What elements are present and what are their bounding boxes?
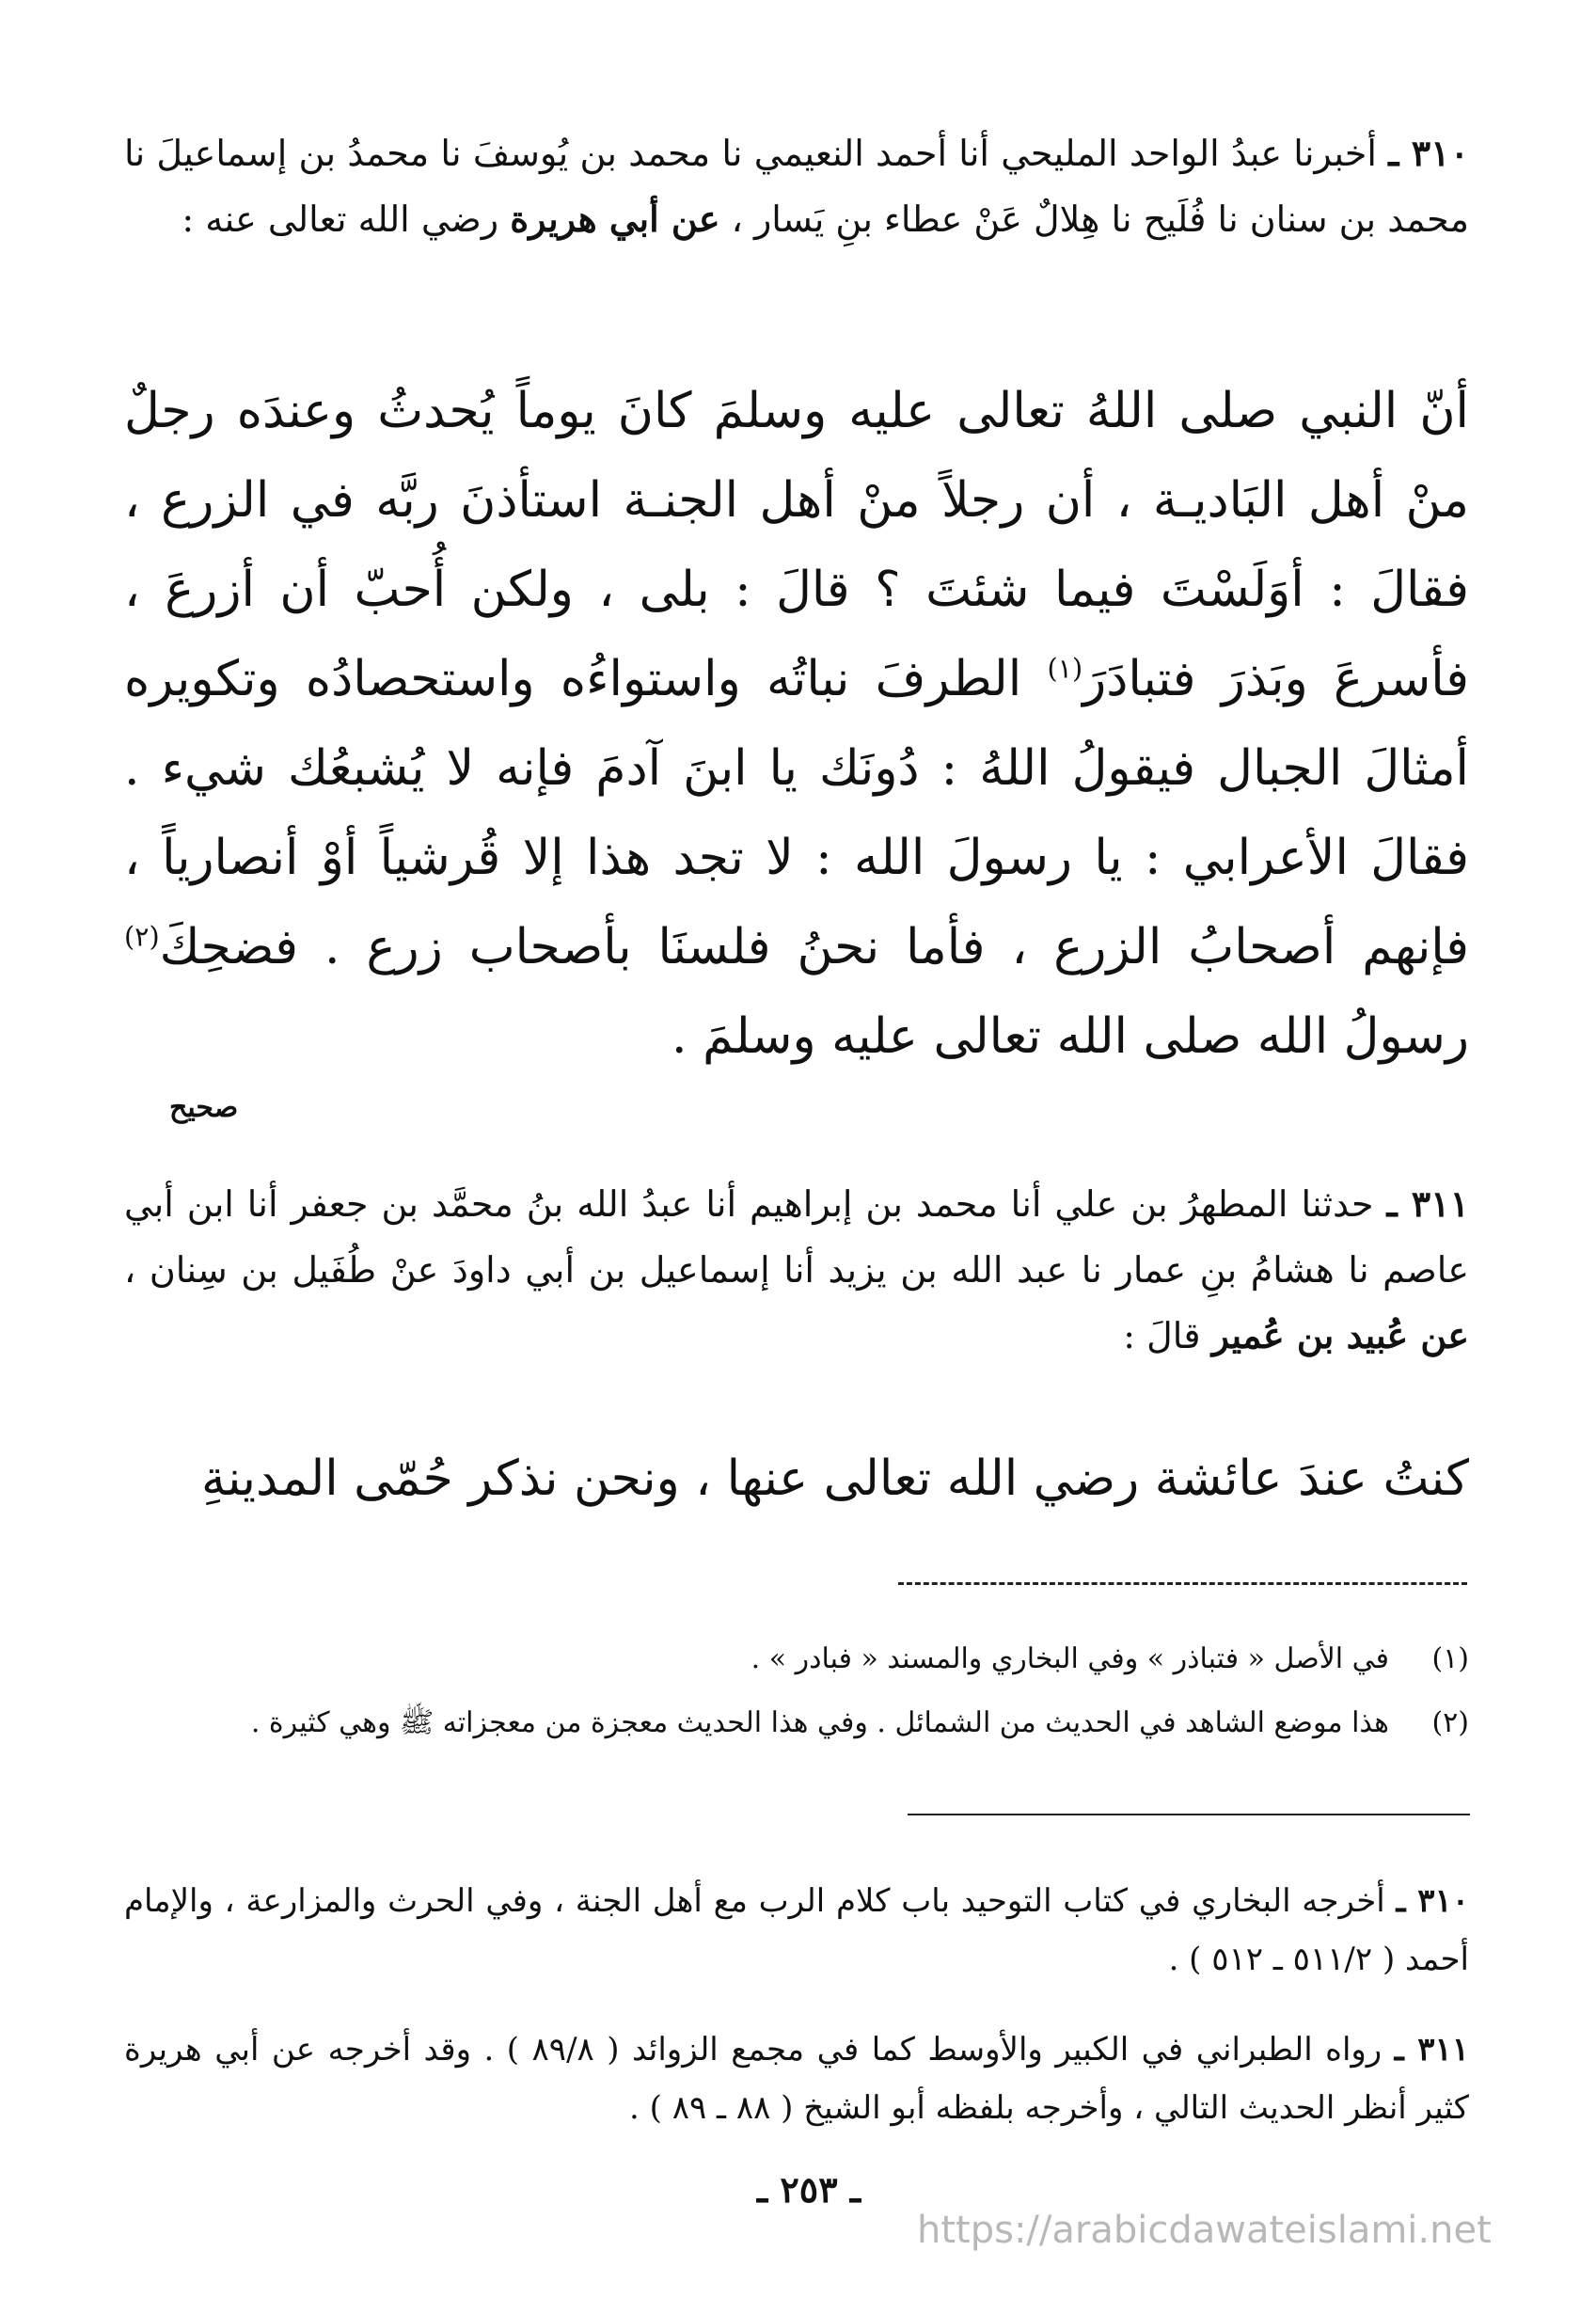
hadith-311-narrator: عن عُبيد بن عُمير (1211, 1314, 1469, 1356)
hadith-310-matn-part1: أنّ النبي صلى اللهُ تعالى عليه وسلمَ كانَ يوماً يُحدثُ وعندَه رجلٌ منْ أهل البَاديـة ، أن رجلاً منْ أهل الجنـة استأذنَ ربَّه في الزرع ، فقالَ : أوَلَسْتَ فيما شئتَ ؟ قالَ : بلى ، ولكن أُحبّ أن أزرعَ ، فأسرعَ وبَذرَ فتبادَرَ (124, 383, 1470, 707)
hadith-310-isnad (124, 120, 1469, 252)
hadith-310-grade: صحيح (169, 1091, 239, 1124)
footnote-1-text: في الأصل « فتباذر » وفي البخاري والمسند « فبادر » . (751, 1642, 1389, 1675)
watermark-url: https://arabicdawateislami.net (917, 2209, 1492, 2252)
takhrij-separator (908, 1814, 1470, 1815)
hadith-311-matn: كنتُ عندَ عائشة رضي الله تعالى عنها ، ونحن نذكر حُمّى المدينةِ (200, 1450, 1469, 1507)
hadith-311-isnad-prefix: حدثنا المطهرُ بن علي أنا محمد بن إبراهيم أنا عبدُ الله بنُ محمَّد بن جعفر أنا ابن أبي عاصم نا هشامُ بنِ عمار نا عبد الله بن يزيد أنا إسماعيل بن أبي داودَ عنْ طُفَيل بن سِنان ، (124, 1183, 1469, 1291)
takhrij-311 (124, 2021, 1469, 2137)
takhrij-310-text: أخرجه البخاري في كتاب التوحيد باب كلام الرب مع أهل الجنة ، وفي الحرث والمزارعة ، والإمام أحمد ( ٥١١/٢ ـ ٥١٢ ) . (124, 1882, 1469, 1978)
footnote-2-mark: (٢) (1431, 1706, 1469, 1739)
footnote-1-mark: (١) (1431, 1642, 1469, 1675)
footnote-1 (124, 1637, 1469, 1682)
hadith-310-number: ٣١٠ ـ (1388, 132, 1469, 174)
hadith-310-matn (124, 367, 1469, 1082)
takhrij-310 (124, 1872, 1469, 1989)
hadith-311-isnad (124, 1171, 1469, 1369)
takhrij-310-number: ٣١٠ ـ (1396, 1882, 1469, 1920)
hadith-311-isnad-suffix: قالَ : (1123, 1315, 1212, 1356)
hadith-311-number: ٣١١ ـ (1386, 1182, 1469, 1225)
hadith-310-narrator: عن أبي هريرة (510, 198, 720, 240)
hadith-310-isnad-prefix: أخبرنا عبدُ الواحد المليحي أنا أحمد النعيمي نا محمد بن يُوسفَ نا محمدُ بن إسماعيلَ نا محمد بن سنان نا فُلَيح نا هِلالٌ عَنْ عطاء بنِ يَسار ، (124, 133, 1469, 240)
hadith-310-matn-part3: رسولُ الله صلى الله تعالى عليه وسلمَ . (672, 1008, 1469, 1065)
footnote-2 (124, 1701, 1469, 1746)
page-number: ـ ٢٥٣ ـ (757, 2168, 861, 2211)
footnote-ref-2: (٢) (124, 920, 160, 953)
footnote-2-text: هذا موضع الشاهد في الحديث من الشمائل . وفي هذا الحديث معجزة من معجزاته ﷺ وهي كثيرة . (250, 1706, 1389, 1739)
hadith-310-isnad-suffix: رضي الله تعالى عنه : (182, 198, 511, 240)
takhrij-311-number: ٣١١ ـ (1394, 2031, 1469, 2068)
footnote-separator-dashed (898, 1582, 1467, 1585)
takhrij-311-text: رواه الطبراني في الكبير والأوسط كما في مجمع الزوائد ( ٨٩/٨ ) . وقد أخرجه عن أبي هريرة كثير أنظر الحديث التالي ، وأخرجه بلفظه أبو الشيخ ( ٨٨ ـ ٨٩ ) . (124, 2031, 1469, 2127)
hadith-310-matn-part2: الطرفَ نباتُه واستواءُه واستحصادُه وتكويره أمثالَ الجبال فيقولُ اللهُ : دُونَك يا ابنَ آدمَ فإنه لا يُشبعُك شيء . فقالَ الأعرابي : يا رسولَ الله : لا تجد هذا إلا قُرشياً أوْ أنصارياً ، فإنهم أصحابُ الزرع ، فأما نحنُ فلسنَا بأصحاب زرع . فضحِكَ (124, 651, 1469, 975)
footnote-ref-1: (١) (1047, 652, 1083, 685)
